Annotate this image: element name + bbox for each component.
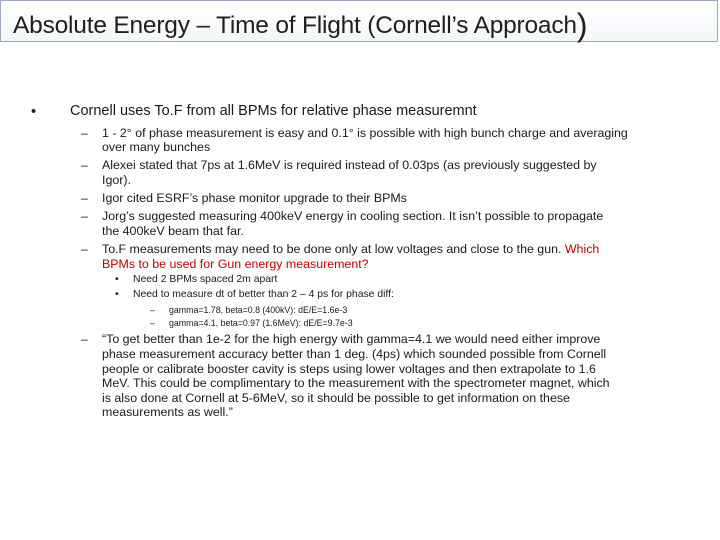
sub-item-text-red: BPMs to be used for Gun energy measurement? <box>102 257 369 271</box>
bullet-dot: • <box>115 289 119 300</box>
main-bullet-text: Cornell uses To.F from all BPMs for relative phase measuremnt <box>70 103 477 119</box>
bullet-dot: • <box>115 274 119 285</box>
sub-item-text-red: Which <box>564 242 600 256</box>
dash-marker: – <box>150 318 155 328</box>
quote-line: MeV. This could be complimentary to the measurement with the spectrometer magnet, which <box>102 376 610 390</box>
level3-item: Need to measure dt of better than 2 – 4 ps for phase diff: <box>133 289 394 300</box>
level4-item: gamma=4.1, beta=0.97 (1.6MeV): dE/E=9.7e-3 <box>169 318 353 328</box>
slide-title-close-paren: ) <box>576 7 588 43</box>
dash-marker: – <box>81 332 88 346</box>
slide-title <box>13 7 587 44</box>
level3-item: Need 2 BPMs spaced 2m apart <box>133 274 278 285</box>
quote-line: phase measurement accuracy better than 1 deg. (4ps) which sounded possible from Cornell <box>102 347 607 361</box>
sub-item-text-black: To.F measurements may need to be done only at low voltages and close to the gun. <box>102 242 565 256</box>
sub-item-text: Igor cited ESRF’s phase monitor upgrade to their BPMs <box>102 191 407 205</box>
sub-item-text: the 400keV beam that far. <box>102 224 244 238</box>
quote-line: is also done at Cornell at 5-6MeV, so it should be possible to get information on these <box>102 391 570 405</box>
slide-title-text: Absolute Energy – Time of Flight (Cornell’s Approach <box>13 12 577 39</box>
sub-item-text: over many bunches <box>102 140 211 154</box>
dash-marker: – <box>150 305 155 315</box>
sub-item-text: Jorg’s suggested measuring 400keV energy in cooling section. It isn’t possible to propagate <box>102 209 604 223</box>
sub-item-text: Alexei stated that 7ps at 1.6MeV is required instead of 0.03ps (as previously suggested by <box>102 158 597 172</box>
title-bar <box>0 0 718 42</box>
dash-marker: – <box>81 158 88 172</box>
dash-marker: – <box>81 242 88 256</box>
quote-line: measurements as well.” <box>102 405 233 419</box>
level4-item: gamma=1.78, beta=0.8 (400kV): dE/E=1.6e-3 <box>169 305 348 315</box>
quote-line: people or calibrate booster cavity is steps using lower voltages and then extrapolate to 1.6 <box>102 362 596 376</box>
bullet-dot: • <box>31 104 37 120</box>
dash-marker: – <box>81 126 88 140</box>
sub-item-text <box>102 241 599 257</box>
sub-item-text: 1 - 2° of phase measurement is easy and 0.1° is possible with high bunch charge and averaging <box>102 126 628 140</box>
sub-item-text: Igor). <box>102 173 131 187</box>
quote-line: “To get better than 1e-2 for the high energy with gamma=4.1 we would need either improve <box>102 332 601 346</box>
dash-marker: – <box>81 209 88 223</box>
dash-marker: – <box>81 191 88 205</box>
